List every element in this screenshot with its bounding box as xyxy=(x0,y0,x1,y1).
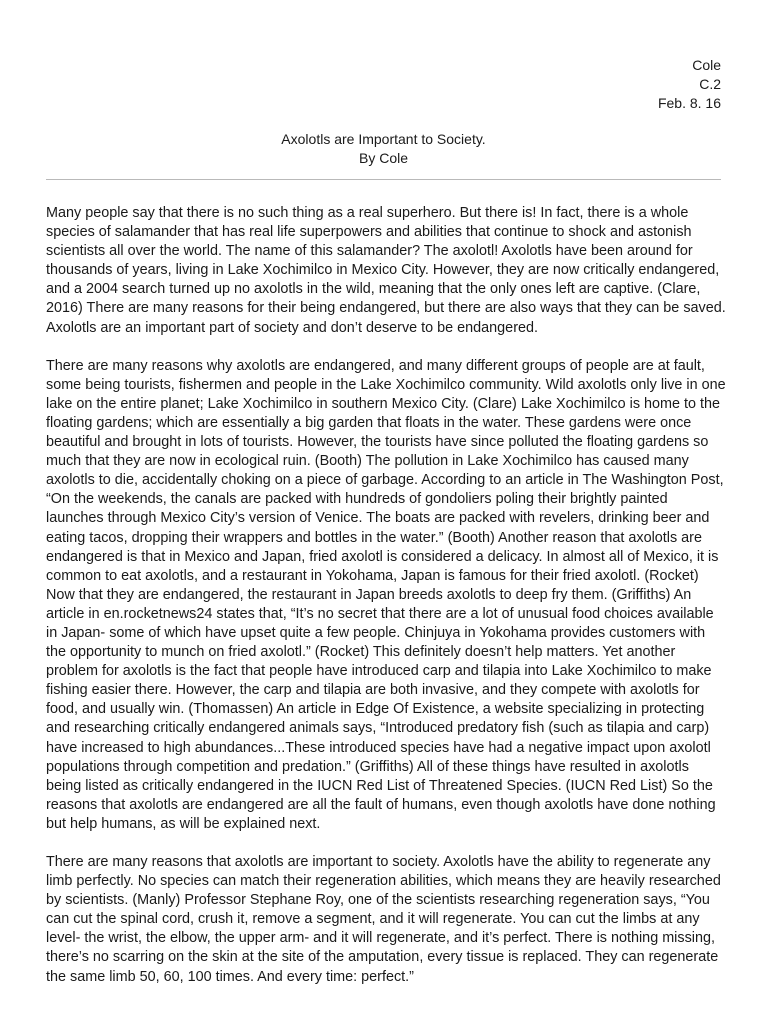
essay-body xyxy=(46,204,728,1006)
class-label: C.2 xyxy=(699,76,721,92)
paragraph-endangered: There are many reasons why axolotls are endangered, and many different groups of people are at fault, some being tourists, fishermen and people in the Lake Xochimilco community. Wild axolotls only live in one lake on the entire planet; Lake Xochimilco in southern Mexico City. (Clare) Lake Xochimilco is home to the floating gardens; which are essentially a big garden that floats in the water. These gardens were once beautiful and brought in lots of tourists. However, the tourists have since polluted the floating gardens so much that they are now in ecological ruin. (Booth) The pollution in Lake Xochimilco has caused many axolotls to die, accidentally choking on a piece of garbage. According to an article in The Washington Post, “On the weekends, the canals are packed with hundreds of gondoliers poling their brightly painted launches through Mexico City’s version of Venice. The boats are packed with revelers, drinking beer and eating tacos, dropping their wrappers and bottles in the water.” (Booth) Another reason that axolotls are endangered is that in Mexico and Japan, fried axolotl is considered a delicacy. In almost all of Mexico, it is common to eat axolotls, and a restaurant in Yokohama, Japan is famous for their fried axolotl. (Rocket) Now that they are endangered, the restaurant in Japan breeds axolotls to deep fry them. (Griffiths) An article in en.rocketnews24 states that, “It’s no secret that there are a lot of unusual food choices available in Japan- some of which have upset quite a few people. Chinjuya in Yokohama provides customers with the opportunity to munch on fried axolotl.” (Rocket) This definitely doesn’t help matters. Yet another problem for axolotls is the fact that people have introduced carp and tilapia into Lake Xochimilco to make fishing easier there. However, the carp and tilapia are both invasive, and they compete with axolotls for food, and usually win. (Thomassen) An article in Edge Of Existence, a website specializing in protecting and researching critically endangered animals says, “Introduced predatory fish (such as tilapia and carp) have increased to high abundances...These introduced species have had a negative impact upon axolotl populations through competition and predation.” (Griffiths) All of these things have resulted in axolotls being listed as critically endangered in the IUCN Red List of Threatened Species. (IUCN Red List) So the reasons that axolotls are endangered are all the fault of humans, even though axolotls have done nothing but help humans, as will be explained next. xyxy=(46,357,726,832)
header-block xyxy=(658,56,721,113)
title-block xyxy=(46,130,721,168)
author-name: Cole xyxy=(692,57,721,73)
paragraph-intro: Many people say that there is no such thing as a real superhero. But there is! In fact, there is a whole species of salamander that has real life superpowers and abilities that continue to shock and astonish scientists all over the world. The name of this salamander? The axolotl! Axolotls have been around for thousands of years, living in Lake Xochimilco in Mexico City. However, they are now critically endangered, and a 2004 search turned up no axolotls in the wild, meaning that the only ones left are captive. (Clare, 2016) There are many reasons for their being endangered, but there are also ways that they can be saved. Axolotls are an important part of society and don’t deserve to be endangered. xyxy=(46,205,726,336)
byline: By Cole xyxy=(358,150,409,166)
date-label: Feb. 8. 16 xyxy=(657,95,721,111)
horizontal-divider xyxy=(46,179,721,180)
page-title: Axolotls are Important to Society. xyxy=(281,131,486,147)
paragraph-importance: There are many reasons that axolotls are important to society. Axolotls have the ability to regenerate any limb perfectly. No species can match their regeneration abilities, which means they are heavily researched by scientists. (Manly) Professor Stephane Roy, one of the scientists researching regeneration says, “You can cut the spinal cord, crush it, remove a segment, and it will regenerate. You can cut the limbs at any level- the wrist, the elbow, the upper arm- and it will regenerate, and it’s perfect. There is nothing missing, there’s no scarring on the skin at the site of the amputation, every tissue is replaced. They can regenerate the same limb 50, 60, 100 times. And every time: perfect.” xyxy=(46,854,721,985)
